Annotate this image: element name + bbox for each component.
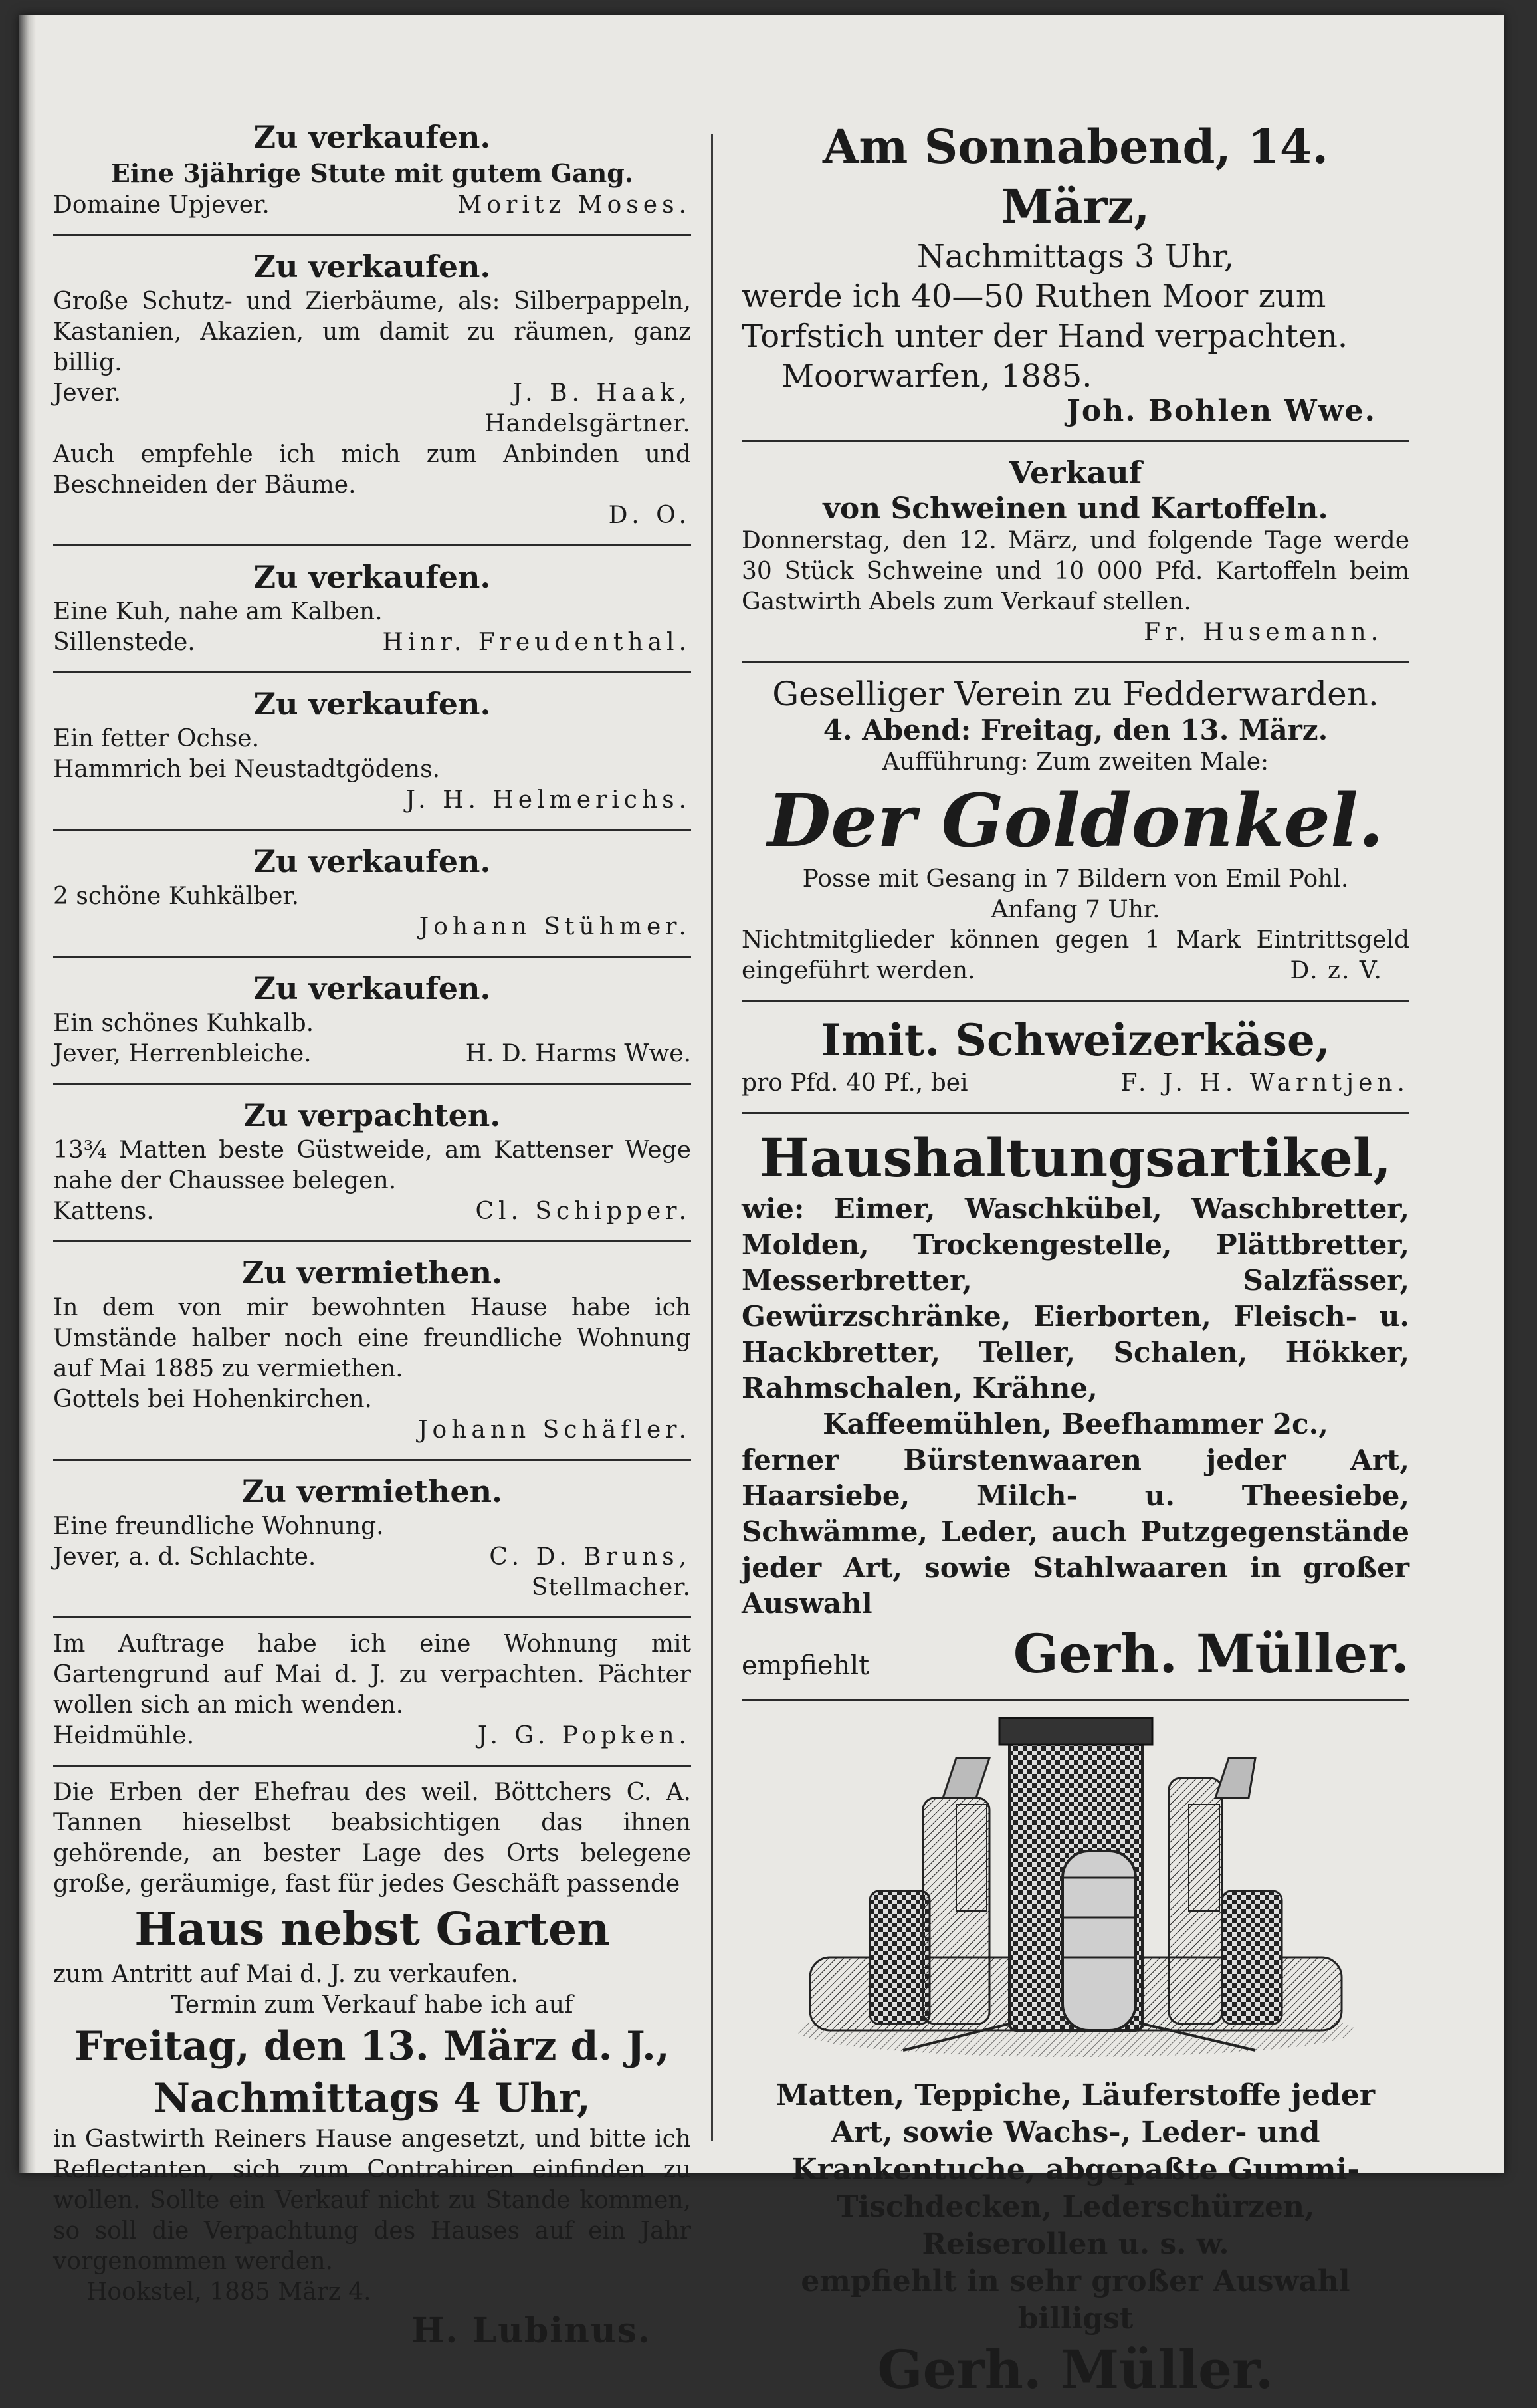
ad-separator — [53, 829, 691, 831]
ad-household-articles — [742, 1122, 1409, 1692]
ad-items: Matten, Teppiche, Läuferstoffe jeder Art, sowie Wachs-, Leder- und Krankentuche, abgepaßte Gummi-Tischdecken, Lederschürzen, Reiserollen u. s. w. — [775, 2078, 1376, 2261]
ad-mare-for-sale — [53, 114, 691, 227]
ad-signature: J. H. Helmerichs. — [405, 786, 691, 814]
ad-place: Moorwarfen, 1885. — [781, 358, 1092, 395]
ad-signature: Joh. Bohlen Wwe. — [1067, 394, 1376, 428]
ad-body: 2 schöne Kuhkälber. — [53, 883, 300, 910]
ad-subheading: 4. Abend: Freitag, den 13. März. — [823, 714, 1328, 746]
ad-separator — [742, 1699, 1409, 1701]
ad-heading: Zu vermiethen. — [241, 1255, 503, 1291]
ad-place: Jever, Herrenbleiche. — [53, 1040, 312, 1067]
ad-signature: Hinr. Freudenthal. — [382, 629, 691, 656]
ad-body: Große Schutz- und Zierbäume, als: Silberpappeln, Kastanien, Akazien, um damit zu räumen, ganz billig. — [53, 288, 691, 376]
ad-heading: Verkauf — [1009, 455, 1142, 491]
ad-body: Donnerstag, den 12. März, und folgende Tage werde 30 Stück Schweine und 10 000 Pfd. Kartoffeln beim Gastwirth Abels zum Verkauf stellen. — [742, 527, 1409, 615]
ad-footer — [53, 190, 691, 221]
ad-body: Eine freundliche Wohnung. — [53, 1513, 384, 1540]
ad-line: zum Antritt auf Mai d. J. zu verkaufen. — [53, 1961, 518, 1988]
ad-line: pro Pfd. 40 Pf., bei — [742, 1069, 968, 1097]
ad-cow-for-sale — [53, 554, 691, 665]
ad-footer — [53, 627, 691, 658]
ad-separator — [53, 956, 691, 958]
ad-place: Kattens. — [53, 1198, 154, 1225]
ad-heading: Zu verkaufen. — [253, 119, 491, 155]
ad-signature: J. G. Popken. — [477, 1722, 691, 1749]
ad-signature: F. J. H. Warntjen. — [1120, 1069, 1409, 1097]
ad-signature: Johann Schäfler. — [418, 1416, 691, 1444]
ad-place: Jever. — [53, 380, 122, 407]
ad-signature: H. D. Harms Wwe. — [465, 1040, 691, 1067]
ad-body: 13¾ Matten beste Güstweide, am Kattenser Wege nahe der Chaussee belegen. — [53, 1137, 691, 1194]
ad-place: Heidmühle. — [53, 1722, 195, 1749]
ad-swiss-cheese — [742, 1010, 1409, 1105]
ad-body: Ein schönes Kuhkalb. — [53, 1010, 314, 1037]
newspaper-page — [19, 15, 1504, 2401]
ad-separator — [742, 440, 1409, 442]
ad-trees-for-sale — [53, 244, 691, 538]
ad-date: Freitag, den 13. März d. J., — [74, 2023, 670, 2070]
ad-body: In dem von mir bewohnten Hause habe ich Umstände halber noch eine freundliche Wohnung auf Mai 1885 zu vermiethen. — [53, 1294, 691, 1382]
household-goods-engraving — [790, 1718, 1362, 2064]
ad-items: wie: Eimer, Waschkübel, Waschbretter, Molden, Trockengestelle, Plättbretter, Messerbretter, Salzfässer, Gewürzschränke, Eierborten, Fleisch- u. Hackbretter, Teller, Schalen, Hökker, Rahmschalen, Krähne, — [742, 1192, 1409, 1404]
ad-signature: Johann Stühmer. — [419, 913, 691, 940]
ad-heading: Zu verkaufen. — [253, 249, 491, 284]
ad-separator — [742, 1000, 1409, 1002]
ad-signature-title: Handelsgärtner. — [484, 410, 691, 437]
ad-signature: Fr. Husemann. — [1144, 619, 1383, 646]
ad-signature: Moritz Moses. — [457, 191, 691, 219]
ad-moor-lease — [742, 114, 1409, 433]
ad-time: Nachmittags 4 Uhr, — [154, 2075, 591, 2122]
ad-signature: Gerh. Müller. — [877, 2338, 1274, 2401]
ad-heading: Zu verkaufen. — [253, 559, 491, 595]
ad-subheading: von Schweinen und Kartoffeln. — [823, 492, 1328, 526]
ad-footer — [53, 1039, 691, 1069]
ad-start-time: Anfang 7 Uhr. — [991, 896, 1160, 923]
ad-ox-for-sale — [53, 681, 691, 822]
ad-signature-title: Stellmacher. — [531, 1574, 691, 1601]
ad-subheading: Eine 3jährige Stute mit gutem Gang. — [110, 158, 634, 188]
ad-body-2: Auch empfehle ich mich zum Anbinden und Beschneiden der Bäume. — [53, 441, 691, 498]
ad-body: Im Auftrage habe ich eine Wohnung mit Gartengrund auf Mai d. J. zu verpachten. Pächter wollen sich an mich wenden. — [53, 1630, 691, 1719]
ad-play-title: Der Goldonkel. — [767, 778, 1384, 863]
ad-apartment-for-rent — [53, 1250, 691, 1452]
ad-place: Sillenstede. — [53, 629, 195, 656]
ad-heading: Imit. Schweizerkäse, — [821, 1014, 1330, 1066]
ad-footer — [53, 1196, 691, 1227]
ad-body: in Gastwirth Reiners Hause angesetzt, und bitte ich Reflectanten, sich zum Contrahiren einfinden zu wollen. Sollte ein Verkauf nicht zu Stande kommen, so soll die Verpachtung des Hauses auf ein Jahr vorgenommen werden. — [53, 2126, 691, 2275]
ad-heading: Geselliger Verein zu Fedderwarden. — [772, 675, 1379, 713]
ad-separator — [53, 234, 691, 236]
ad-dateline: Hookstel, 1885 März 4. — [86, 2278, 371, 2306]
ad-separator — [53, 1459, 691, 1461]
ad-garden-lease — [53, 1626, 691, 1758]
ad-footer — [53, 1721, 691, 1751]
ad-heading: Am Sonnabend, 14. März, — [823, 119, 1328, 234]
ad-flat-for-rent — [53, 1469, 691, 1610]
ad-footer — [742, 1068, 1409, 1099]
ad-house-auction — [53, 1775, 691, 2361]
ad-theater-club — [742, 671, 1409, 993]
ad-body: werde ich 40—50 Ruthen Moor zum Torfstich unter der Hand verpachten. — [742, 278, 1348, 355]
ad-body: Eine Kuh, nahe am Kalben. — [53, 598, 383, 625]
ad-headline: Haus nebst Garten — [134, 1903, 610, 1956]
ad-recommends: empfiehlt — [742, 1650, 870, 1681]
ad-place: Gottels bei Hohenkirchen. — [53, 1386, 372, 1413]
left-column — [53, 114, 691, 2361]
ad-items-3: ferner Bürstenwaaren jeder Art, Haarsiebe, Milch- u. Theesiebe, Schwämme, Leder, auch Putzgegenstände jeder Art, sowie Stahlwaaren in großer Auswahl — [742, 1444, 1409, 1620]
ad-separator — [742, 1112, 1409, 1114]
ad-signature: H. Lubinus. — [411, 2310, 651, 2351]
ad-calf-for-sale — [53, 966, 691, 1076]
ad-separator — [742, 661, 1409, 663]
ad-separator — [53, 1083, 691, 1085]
ad-separator — [53, 1616, 691, 1618]
ad-signature: J. B. Haak, — [512, 380, 691, 407]
ad-body: Ein fetter Ochse. — [53, 725, 260, 752]
ad-pigs-potatoes-sale — [742, 450, 1409, 655]
ad-footer — [53, 378, 691, 409]
ad-line: Aufführung: Zum zweiten Male: — [882, 748, 1269, 776]
ad-pasture-for-lease — [53, 1093, 691, 1234]
ad-place: Jever, a. d. Schlachte. — [53, 1543, 316, 1571]
ad-heading: Zu verkaufen. — [253, 686, 491, 722]
ad-note: Nichtmitglieder können gegen 1 Mark Eintrittsgeld eingeführt werden. — [742, 927, 1409, 984]
ad-footer — [742, 1622, 1409, 1686]
column-divider — [711, 134, 713, 2141]
ad-time: Nachmittags 3 Uhr, — [916, 238, 1235, 275]
ad-place: Hammrich bei Neustadtgödens. — [53, 756, 441, 783]
ad-heading: Zu verpachten. — [243, 1097, 501, 1133]
ad-separator — [53, 544, 691, 546]
ad-separator — [53, 1765, 691, 1767]
ad-signature: C. D. Bruns, — [489, 1543, 691, 1571]
ad-textiles — [742, 1709, 1409, 2408]
ad-footer — [53, 1542, 691, 1573]
ad-description: Posse mit Gesang in 7 Bildern von Emil Pohl. — [802, 865, 1349, 893]
ad-items-2: Kaffeemühlen, Beefhammer 2c., — [823, 1408, 1328, 1440]
ad-line-2: Termin zum Verkauf habe ich auf — [171, 1991, 573, 2019]
ad-calves-for-sale — [53, 839, 691, 949]
ad-line: empfiehlt in sehr großer Auswahl billigst — [801, 2264, 1350, 2336]
ad-signature: D. z. V. — [1290, 957, 1383, 984]
ad-heading: Haushaltungsartikel, — [759, 1127, 1392, 1189]
ad-place: Domaine Upjever. — [53, 191, 270, 219]
ad-separator — [53, 1240, 691, 1242]
right-column — [742, 114, 1409, 2408]
ad-heading: Zu vermiethen. — [241, 1474, 503, 1509]
page-binding-edge — [19, 15, 36, 2173]
ad-separator — [53, 671, 691, 673]
ad-intro: Die Erben der Ehefrau des weil. Böttchers C. A. Tannen hieselbst beabsichtigen das ihnen gehörende, an bester Lage des Orts belegene große, geräumige, fast für jedes Geschäft passende — [53, 1779, 691, 1898]
ad-heading: Zu verkaufen. — [253, 970, 491, 1006]
ad-heading: Zu verkaufen. — [253, 843, 491, 879]
ad-signature-initials: D. O. — [608, 502, 691, 529]
ad-signature: Cl. Schipper. — [475, 1198, 691, 1225]
ad-signature: Gerh. Müller. — [1013, 1622, 1409, 1685]
